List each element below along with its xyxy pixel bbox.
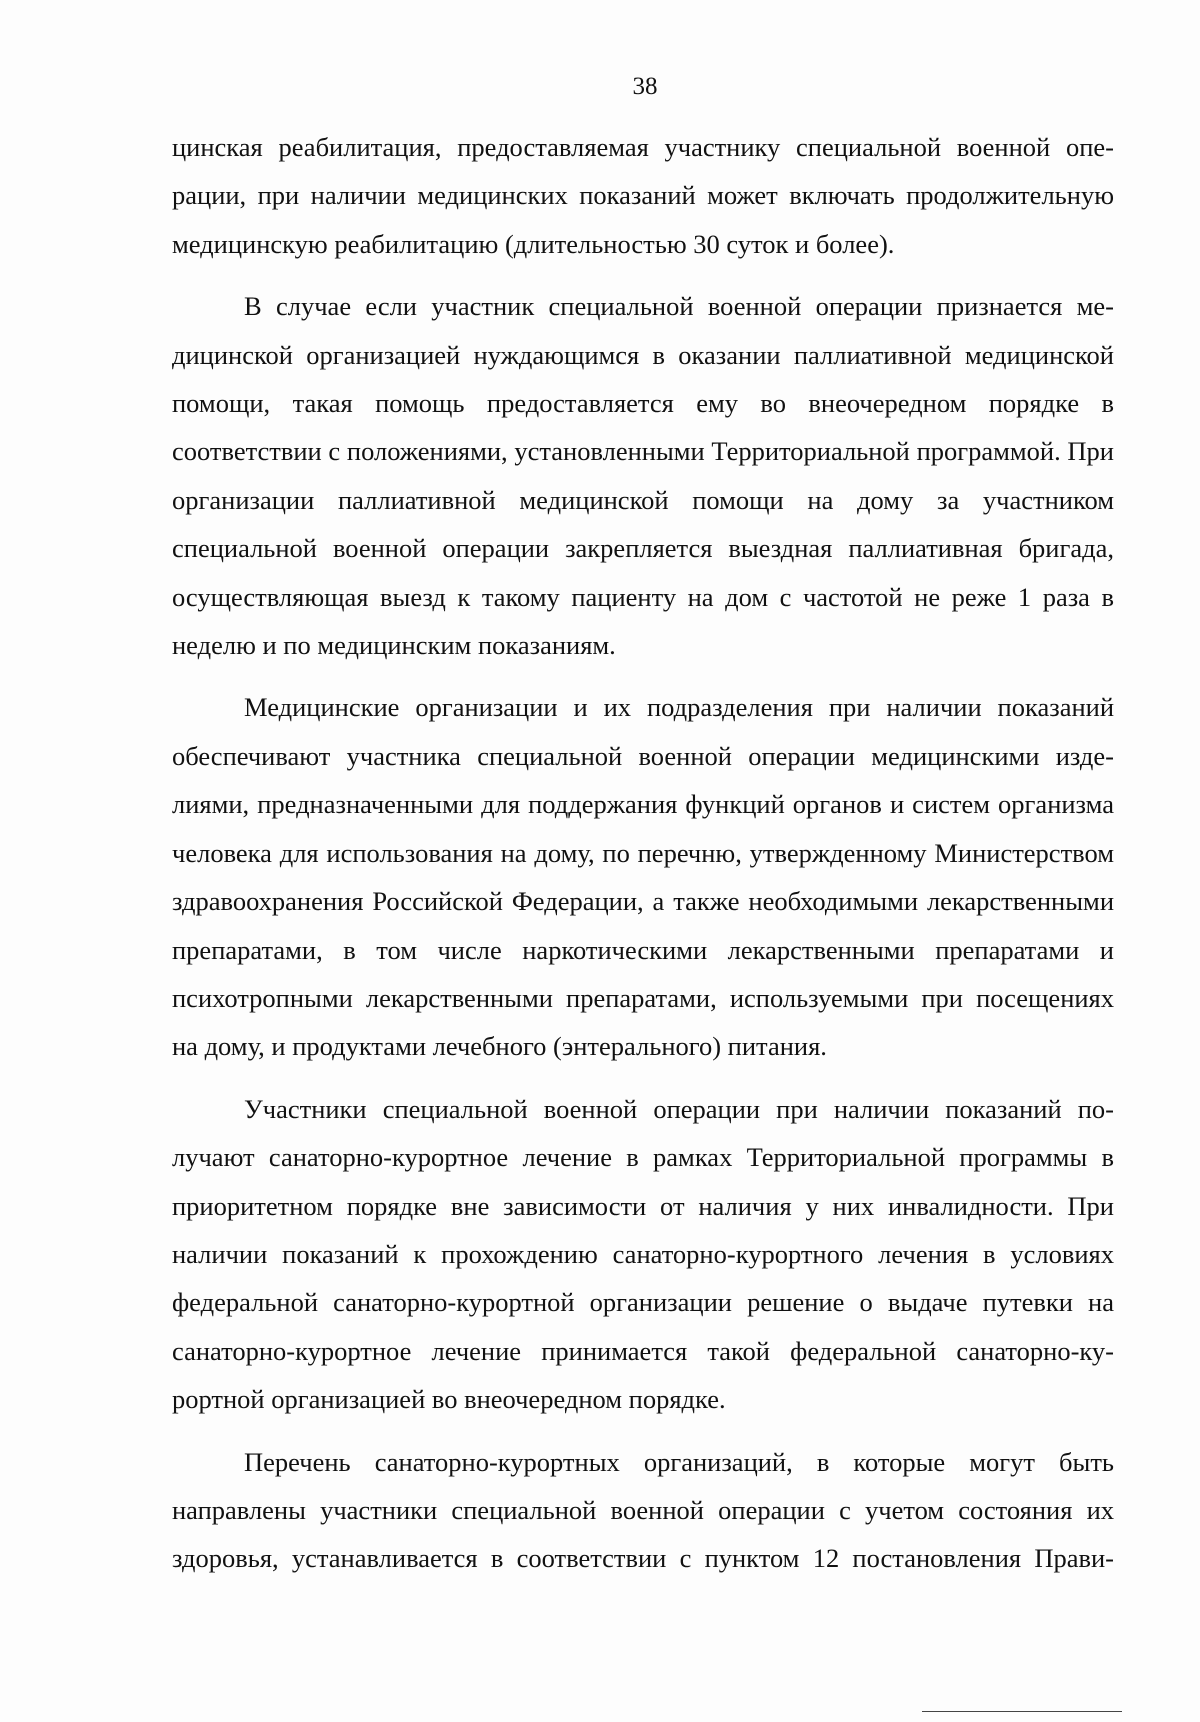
paragraph-medical-devices: Медицинские организации и их подразделения при наличии показаний обеспечивают участника специальной военной операции медицинскими изделиями, предназначенными для поддержания функций органов и систем организма человека для использования на дому, по перечню, утвержденному Министерством здравоохранения Российской Федерации, а также необходимыми лекарственными препаратами, в том числе наркотическими лекарственными препаратами и психотропными лекарственными препаратами, используемыми при посещениях на дому, и продуктами лечебного (энтерального) питания.	[172, 692, 1114, 1062]
paragraph-sanatorium-treatment: Участники специальной военной операции при наличии показаний получают санаторно-курортное лечение в рамках Территориальной программы в приоритетном порядке вне зависимости от наличия у них инвалидности. При наличии показаний к прохождению санаторно-курортного лечения в условиях федеральной санаторно-курортной организации решение о выдаче путевки на санаторно-курортное лечение принимается такой федеральной санаторно-курортной организацией во внеочередном порядке.	[172, 1093, 1114, 1415]
footer-rule	[922, 1711, 1122, 1712]
document-body	[172, 123, 1114, 1583]
paragraph-palliative-care: В случае если участник специальной военной операции признается медицинской организацией нуждающимся в оказании паллиативной медицинской помощи, такая помощь предоставляется ему во внеочередном порядке в соответствии с положениями, установленными Территориальной программой. При организации паллиативной медицинской помощи на дому за участником специальной военной операции закрепляется выездная паллиативная бригада, осуществляющая выезд к такому пациенту на дом с частотой не реже 1 раза в неделю и по медицинским показаниям.	[172, 291, 1114, 661]
paragraph-rehabilitation-continued: цинская реабилитация, предоставляемая участнику специальной военной операции, при наличии медицинских показаний может включать продолжительную медицинскую реабилитацию (длительностью 30 суток и более).	[172, 132, 1114, 259]
page-number: 38	[632, 73, 658, 100]
paragraph-sanatorium-list: Перечень санаторно-курортных организаций, в которые могут быть направлены участники специальной военной операции с учетом состояния их здоровья, устанавливается в соответствии с пунктом 12 постановления Прави-	[172, 1446, 1114, 1574]
